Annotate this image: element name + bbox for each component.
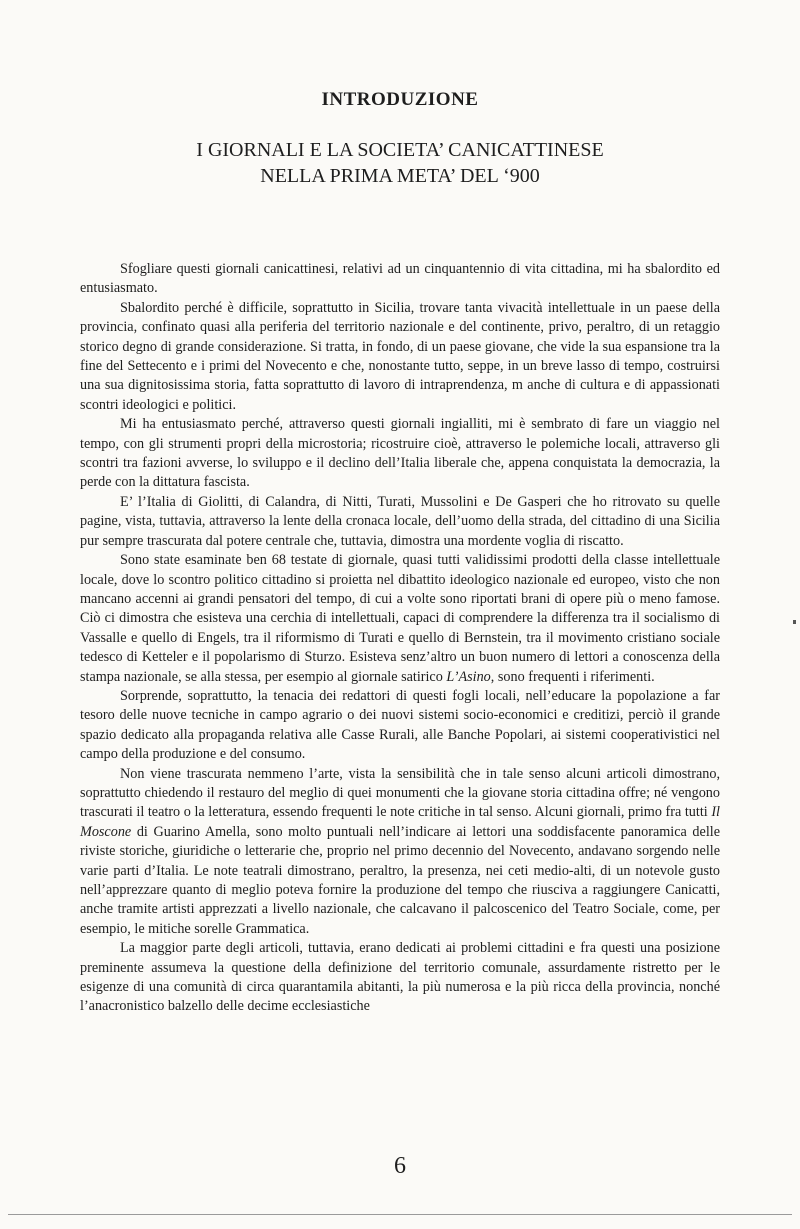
paragraph-4 bbox=[80, 493, 720, 551]
paragraph-7 bbox=[80, 765, 720, 940]
chapter-heading: INTRODUZIONE bbox=[321, 89, 479, 110]
paragraph-text: di Guarino Amella, sono molto puntuali nell’indicare ai lettori una soddisfacente panoramica delle riviste storiche, giuridiche o letterarie che, proprio nel primo decennio del Novecento, andavano sorgendo nelle varie parti d’Italia. Le note teatrali dimostrano, peraltro, la presenza, nei ceti medio-alti, di un notevole gusto nell’apprezzare quanto di meglio poteva fornire la produzione del tempo che riusciva a raggiungere Canicatti, anche tramite artisti apprezzati a livello nazionale, che calcavano il palcoscenico del Teatro Sociale, come, per esempio, le mitiche sorelle Grammatica. bbox=[80, 823, 720, 937]
paragraph-text: Sbalordito perché è difficile, soprattutto in Sicilia, trovare tanta vivacità intellettuale in un paese della provincia, confinato quasi alla periferia del territorio nazionale e del continente, privo, peraltro, di un retaggio storico degno di grande considerazione. Si tratta, in fondo, di un paese giovane, che vide la sua espansione tra la fine del Settecento e i primi del Novecento e che, nonostante tutto, seppe, in un breve lasso di tempo, costruirsi una sua dignitosissima storia, fatta soprattutto di lavoro di intraprendenza, m anche di cultura e di appassionati scontri ideologici e politici. bbox=[80, 299, 720, 413]
page-number: 6 bbox=[394, 1153, 406, 1179]
paragraph-text: Non viene trascurata nemmeno l’arte, vista la sensibilità che in tale senso alcuni articoli dimostrano, soprattutto chiedendo il restauro del meglio di quei monumenti che la giovane storia cittadina offre; né vengono trascurati il teatro o la letteratura, essendo frequenti le note critiche in tal senso. Alcuni giornali, primo fra tutti bbox=[80, 765, 720, 821]
paragraph-8 bbox=[80, 939, 720, 1017]
chapter-subtitle bbox=[0, 137, 800, 189]
newspaper-title-l-asino: L’Asino bbox=[446, 668, 491, 685]
paragraph-3 bbox=[80, 415, 720, 493]
paragraph-6 bbox=[80, 687, 720, 765]
paragraph-text: La maggior parte degli articoli, tuttavia, erano dedicati ai problemi cittadini e fra questi una posizione preminente assumeva la questione della definizione del territorio comunale, assurdamente ristretto per le esigenze di una comunità di circa quarantamila abitanti, la più numerosa e la più ricca della provincia, nonché l’anacronistico balzello delle decime ecclesiastiche bbox=[80, 940, 720, 1015]
scan-mark bbox=[793, 620, 796, 624]
subtitle-line-2: NELLA PRIMA META’ DEL ‘900 bbox=[260, 165, 540, 187]
paragraph-1 bbox=[80, 260, 720, 299]
paragraph-text: Sorprende, soprattutto, la tenacia dei redattori di questi fogli locali, nell’educare la popolazione a far tesoro delle nuove tecniche in campo agrario o dei nuovi sistemi socio-economici e creditizi, perciò il grande spazio dedicato alla propaganda relativa alle Casse Rurali, alle Banche Popolari, ai sistemi cooperativistici nel campo della produzione e del consumo. bbox=[80, 687, 720, 763]
bottom-rule bbox=[8, 1214, 792, 1215]
paragraph-text: Mi ha entusiasmato perché, attraverso questi giornali ingialliti, mi è sembrato di fare un viaggio nel tempo, con gli strumenti propri della microstoria; ricostruire cioè, attraverso le polemiche locali, attraverso gli scontri tra fazioni avverse, lo sviluppo e il declino dell’Italia liberale che, appena conquistata la democrazia, la perde con la dittatura fascista. bbox=[80, 416, 720, 491]
paragraph-text: E’ l’Italia di Giolitti, di Calandra, di Nitti, Turati, Mussolini e De Gasperi che ho ritrovato su quelle pagine, vista, tuttavia, attraverso la lente della cronaca locale, dell’uomo della strada, del cittadino di una Sicilia pur sempre trascurata dal potere centrale che, tuttavia, dimostra una mordente voglia di riscatto. bbox=[80, 493, 720, 549]
subtitle-line-1: I GIORNALI E LA SOCIETA’ CANICATTINESE bbox=[196, 139, 604, 161]
newspaper-title-il-moscone: Il Moscone bbox=[80, 804, 720, 840]
paragraph-5 bbox=[80, 551, 720, 687]
paragraph-text: , sono frequenti i riferimenti. bbox=[490, 668, 655, 685]
paragraph-2 bbox=[80, 299, 720, 415]
body-text bbox=[80, 260, 720, 1017]
paragraph-text: Sfogliare questi giornali canicattinesi, relativi ad un cinquantennio di vita cittadina, mi ha sbalordito ed entusiasmato. bbox=[80, 261, 720, 297]
paragraph-text: Sono state esaminate ben 68 testate di giornale, quasi tutti validissimi prodotti della classe intellettuale locale, dove lo scontro politico cittadino si proietta nel dibattito ideologico nazionale ed europeo, visto che non mancano accenni ai grandi pensatori del tempo, di cui a volte sono riportati brani di opere più o meno famose. Ciò ci dimostra che esisteva una cerchia di intellettuali, capaci di comprendere la differenza tra il socialismo di Vassalle e quello di Engels, tra il riformismo di Turati e quello di Bernstein, tra il movimento cristiano sociale tedesco di Ketteler e il popolarismo di Sturzo. Esisteva senz’altro un buon numero di lettori a conoscenza della stampa nazionale, se alla stessa, per esempio al giornale satirico bbox=[80, 552, 720, 685]
